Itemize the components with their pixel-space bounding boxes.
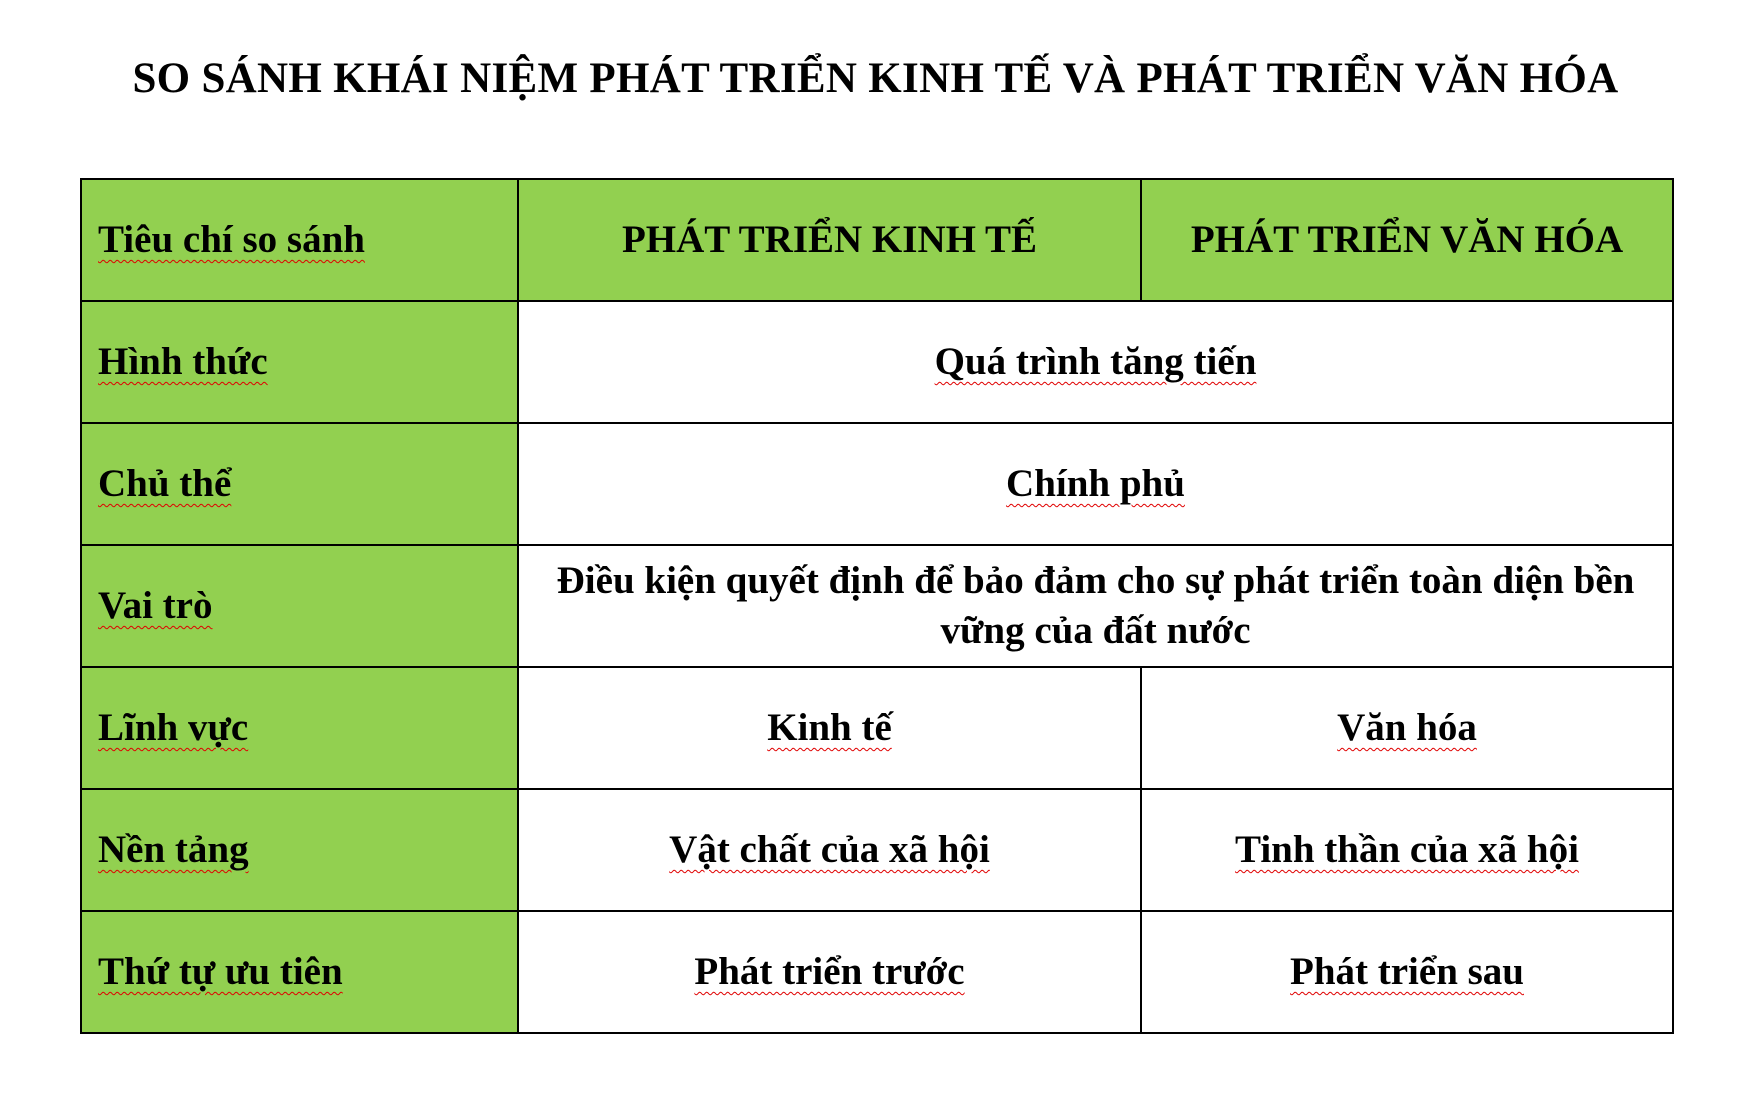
table-header-row bbox=[81, 179, 1673, 301]
economic-value-cell bbox=[518, 911, 1141, 1033]
economic-value: Phát triển trước bbox=[694, 950, 965, 993]
header-economic-label: PHÁT TRIỂN KINH TẾ bbox=[621, 218, 1038, 261]
shared-value-cell bbox=[518, 545, 1673, 667]
header-cultural-cell bbox=[1141, 179, 1673, 301]
comparison-table bbox=[80, 178, 1674, 1034]
cultural-value-cell bbox=[1141, 789, 1673, 911]
criteria-cell bbox=[81, 911, 518, 1033]
economic-value-cell bbox=[518, 667, 1141, 789]
economic-value: Kinh tế bbox=[767, 706, 892, 749]
header-economic-cell bbox=[518, 179, 1141, 301]
cultural-value: Văn hóa bbox=[1337, 706, 1477, 749]
table-row bbox=[81, 911, 1673, 1033]
criteria-cell bbox=[81, 789, 518, 911]
shared-value: Điều kiện quyết định để bảo đảm cho sự phát triển toàn diện bền vững của đất nước bbox=[556, 559, 1635, 652]
cultural-value-cell bbox=[1141, 667, 1673, 789]
criteria-label: Vai trò bbox=[98, 584, 213, 627]
criteria-label: Chủ thể bbox=[98, 462, 232, 505]
header-cultural-label: PHÁT TRIỂN VĂN HÓA bbox=[1190, 218, 1624, 261]
criteria-label: Nền tảng bbox=[98, 828, 249, 871]
table-row bbox=[81, 667, 1673, 789]
criteria-cell bbox=[81, 423, 518, 545]
table-row bbox=[81, 423, 1673, 545]
table-row bbox=[81, 301, 1673, 423]
shared-value-cell bbox=[518, 301, 1673, 423]
economic-value: Vật chất của xã hội bbox=[669, 828, 990, 871]
criteria-cell bbox=[81, 667, 518, 789]
header-criteria-cell bbox=[81, 179, 518, 301]
criteria-label: Thứ tự ưu tiên bbox=[98, 950, 343, 993]
header-criteria-label: Tiêu chí so sánh bbox=[98, 218, 365, 261]
page-title: SO SÁNH KHÁI NIỆM PHÁT TRIỂN KINH TẾ VÀ PHÁT TRIỂN VĂN HÓA bbox=[132, 55, 1619, 102]
shared-value: Chính phủ bbox=[1006, 462, 1185, 505]
cultural-value-cell bbox=[1141, 911, 1673, 1033]
criteria-label: Lĩnh vực bbox=[98, 706, 249, 749]
criteria-cell bbox=[81, 545, 518, 667]
cultural-value: Tinh thần của xã hội bbox=[1235, 828, 1579, 871]
criteria-cell bbox=[81, 301, 518, 423]
table-row bbox=[81, 545, 1673, 667]
criteria-label: Hình thức bbox=[98, 340, 268, 383]
cultural-value: Phát triển sau bbox=[1290, 950, 1524, 993]
table-row bbox=[81, 789, 1673, 911]
shared-value: Quá trình tăng tiến bbox=[934, 340, 1257, 383]
shared-value-cell bbox=[518, 423, 1673, 545]
economic-value-cell bbox=[518, 789, 1141, 911]
